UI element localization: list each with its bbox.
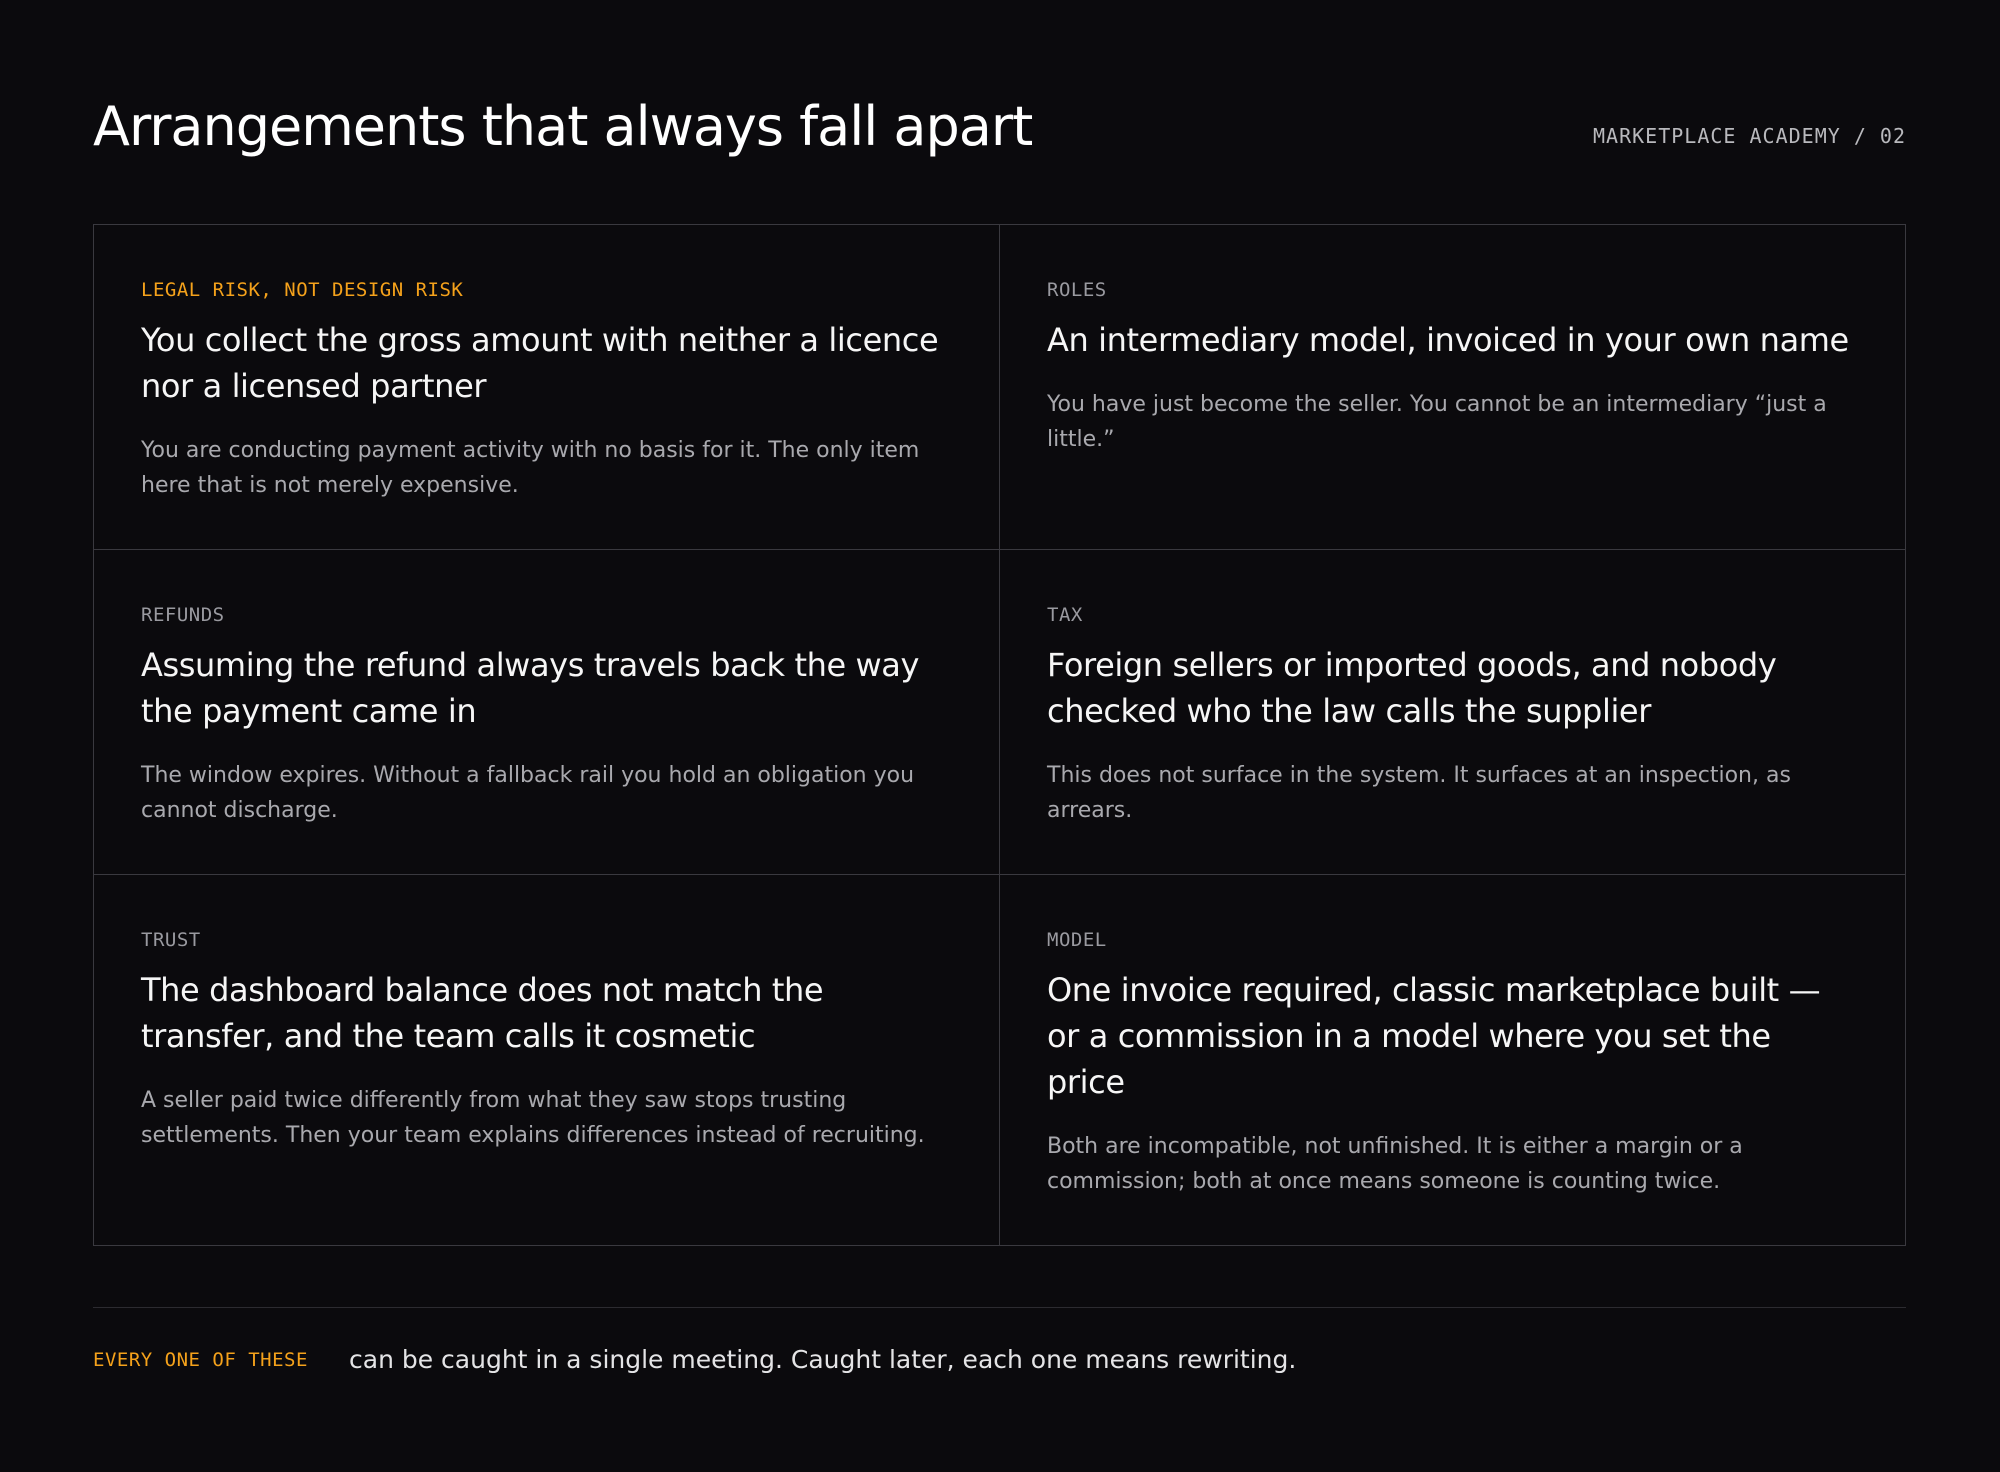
card-tag: TAX [1047,604,1083,626]
card-tag: REFUNDS [141,604,225,626]
risk-grid [93,224,1906,1246]
card-tag: TRUST [141,929,201,951]
page-title: Arrangements that always fall apart [93,95,1033,158]
card-tag: MODEL [1047,929,1107,951]
card-refunds [94,550,1000,875]
card-tax [1000,550,1905,875]
card-heading: The dashboard balance does not match the transfer, and the team calls it cosmetic [141,971,824,1055]
card-legal-risk [94,225,1000,550]
card-body: You are conducting payment activity with no basis for it. The only item here that is not merely expensive. [141,438,920,498]
series-label: MARKETPLACE ACADEMY / 02 [1593,124,1906,148]
card-heading: Foreign sellers or imported goods, and nobody checked who the law calls the supplier [1047,646,1777,730]
card-body: The window expires. Without a fallback rail you hold an obligation you cannot discharge. [141,763,915,823]
card-heading: An intermediary model, invoiced in your own name [1047,321,1849,359]
card-model [1000,875,1905,1245]
card-heading: You collect the gross amount with neither a licence nor a licensed partner [141,321,939,405]
card-body: A seller paid twice differently from what they saw stops trusting settlements. Then your team explains differences instead of recruiting. [141,1088,925,1148]
footer-divider [93,1307,1906,1308]
card-trust [94,875,1000,1245]
footer-text: can be caught in a single meeting. Caught later, each one means rewriting. [349,1345,1297,1374]
footer-label: EVERY ONE OF THESE [93,1349,308,1371]
card-tag: LEGAL RISK, NOT DESIGN RISK [141,279,464,301]
card-body: You have just become the seller. You cannot be an intermediary “just a little.” [1047,392,1827,452]
card-roles [1000,225,1905,550]
card-tag: ROLES [1047,279,1107,301]
card-body: Both are incompatible, not unfinished. It is either a margin or a commission; both at once means someone is counting twice. [1047,1134,1743,1194]
card-heading: One invoice required, classic marketplace built — or a commission in a model where you set the price [1047,971,1821,1101]
card-heading: Assuming the refund always travels back the way the payment came in [141,646,920,730]
card-body: This does not surface in the system. It surfaces at an inspection, as arrears. [1047,763,1791,823]
